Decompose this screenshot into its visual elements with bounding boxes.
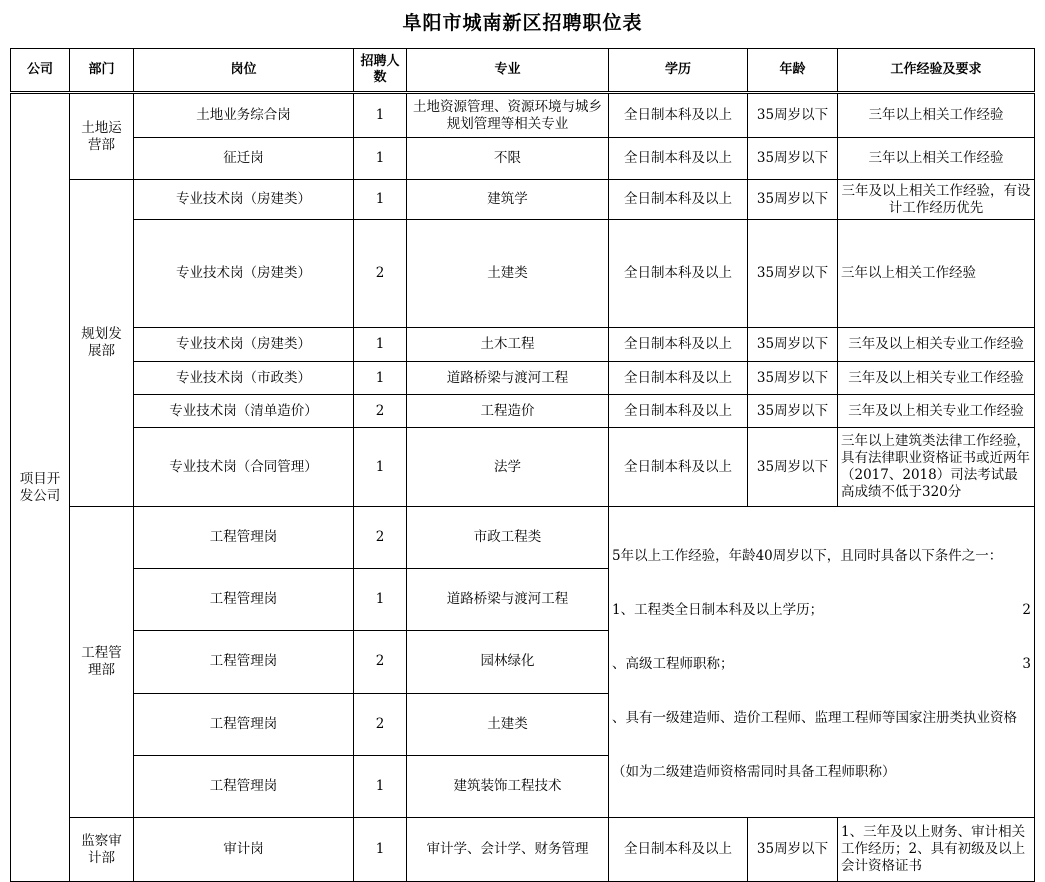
- age-cell: 35周岁以下: [748, 180, 838, 220]
- count-cell: 2: [354, 220, 407, 328]
- position-cell: 工程管理岗: [134, 631, 354, 693]
- count-cell: 1: [354, 138, 407, 180]
- header-experience: 工作经验及要求: [838, 49, 1035, 93]
- position-cell: 工程管理岗: [134, 693, 354, 755]
- count-cell: 2: [354, 693, 407, 755]
- position-cell: 专业技术岗（市政类）: [134, 362, 354, 395]
- requirement-line: [612, 655, 1031, 673]
- header-major: 专业: [407, 49, 609, 93]
- table-row: [11, 818, 1035, 882]
- department-cell-audit: [70, 818, 134, 882]
- experience-cell: 1、三年及以上财务、审计相关工作经历；2、具有初级及以上会计资格证书: [838, 818, 1035, 882]
- position-cell: 专业技术岗（清单造价）: [134, 395, 354, 428]
- age-cell: 35周岁以下: [748, 93, 838, 138]
- major-cell: 不限: [407, 138, 609, 180]
- major-cell: 法学: [407, 428, 609, 507]
- position-cell: 专业技术岗（房建类）: [134, 328, 354, 362]
- education-cell: 全日制本科及以上: [609, 362, 748, 395]
- age-cell: 35周岁以下: [748, 220, 838, 328]
- experience-cell: 三年及以上相关工作经验，有设计工作经历优先: [838, 180, 1035, 220]
- major-cell: 道路桥梁与渡河工程: [407, 362, 609, 395]
- experience-cell: 三年及以上相关专业工作经验: [838, 328, 1035, 362]
- education-cell: 全日制本科及以上: [609, 93, 748, 138]
- count-cell: 1: [354, 818, 407, 882]
- count-cell: 2: [354, 395, 407, 428]
- position-cell: 征迁岗: [134, 138, 354, 180]
- department-land: 土地运营部: [81, 119, 122, 153]
- experience-cell: 三年及以上相关专业工作经验: [838, 395, 1035, 428]
- education-cell: 全日制本科及以上: [609, 138, 748, 180]
- position-cell: 审计岗: [134, 818, 354, 882]
- major-cell: 园林绿化: [407, 631, 609, 693]
- table-row: [11, 138, 1035, 180]
- department-cell-planning: [70, 180, 134, 507]
- table-row: [11, 220, 1035, 328]
- experience-cell: 三年以上建筑类法律工作经验，具有法律职业资格证书或近两年（2017、2018）司法考试最高成绩不低于320分: [838, 428, 1035, 507]
- page-title: 阜阳市城南新区招聘职位表: [402, 12, 643, 34]
- table-row: [11, 362, 1035, 395]
- count-cell: 1: [354, 362, 407, 395]
- position-cell: 工程管理岗: [134, 569, 354, 631]
- count-cell: 1: [354, 755, 407, 817]
- age-cell: 35周岁以下: [748, 328, 838, 362]
- major-cell: 道路桥梁与渡河工程: [407, 569, 609, 631]
- table-row: [11, 180, 1035, 220]
- table-row: [11, 507, 1035, 569]
- position-cell: 工程管理岗: [134, 507, 354, 569]
- requirement-line-tail: 2: [1022, 602, 1031, 618]
- recruitment-table: [10, 48, 1035, 882]
- requirement-line: 5年以上工作经验，年龄40周岁以下，且同时具备以下条件之一：: [612, 548, 1003, 564]
- education-cell: 全日制本科及以上: [609, 428, 748, 507]
- position-cell: 专业技术岗（房建类）: [134, 180, 354, 220]
- experience-cell: 三年以上相关工作经验: [838, 220, 1035, 328]
- education-cell: 全日制本科及以上: [609, 395, 748, 428]
- table-row: [11, 328, 1035, 362]
- age-cell: 35周岁以下: [748, 818, 838, 882]
- company-name: 项目开发公司: [19, 470, 61, 504]
- position-cell: 土地业务综合岗: [134, 93, 354, 138]
- count-cell: 2: [354, 507, 407, 569]
- education-cell: 全日制本科及以上: [609, 818, 748, 882]
- engineering-requirements: [609, 507, 1035, 818]
- requirement-line-text: 1、工程类全日制本科及以上学历；: [612, 602, 824, 618]
- department-cell-land: [70, 93, 134, 180]
- position-cell: 专业技术岗（合同管理）: [134, 428, 354, 507]
- department-cell-engineering: [70, 507, 134, 818]
- position-cell: 专业技术岗（房建类）: [134, 220, 354, 328]
- company-cell: [11, 93, 70, 882]
- header-row: [11, 49, 1035, 93]
- count-cell: 1: [354, 180, 407, 220]
- count-cell: 2: [354, 631, 407, 693]
- major-cell: 市政工程类: [407, 507, 609, 569]
- education-cell: 全日制本科及以上: [609, 328, 748, 362]
- education-cell: 全日制本科及以上: [609, 220, 748, 328]
- count-cell: 1: [354, 428, 407, 507]
- age-cell: 35周岁以下: [748, 138, 838, 180]
- count-cell: 1: [354, 93, 407, 138]
- department-engineering: 工程管理部: [81, 645, 122, 678]
- table-row: [11, 428, 1035, 507]
- major-cell: 土建类: [407, 693, 609, 755]
- major-cell: 土地资源管理、资源环境与城乡规划管理等相关专业: [407, 93, 609, 138]
- department-planning: 规划发展部: [81, 326, 122, 359]
- major-cell: 建筑装饰工程技术: [407, 755, 609, 817]
- major-cell: 工程造价: [407, 395, 609, 428]
- position-cell: 工程管理岗: [134, 755, 354, 817]
- header-age: 年龄: [748, 49, 838, 93]
- major-cell: 建筑学: [407, 180, 609, 220]
- header-position: 岗位: [134, 49, 354, 93]
- requirement-line: （如为二级建造师资格需同时具备工程师职称）: [612, 764, 896, 780]
- requirement-line: 、具有一级建造师、造价工程师、监理工程师等国家注册类执业资格: [612, 710, 1017, 726]
- age-cell: 35周岁以下: [748, 395, 838, 428]
- header-company: 公司: [11, 49, 70, 93]
- requirement-line-text: 、高级工程师职称；: [612, 656, 734, 672]
- table-row: [11, 93, 1035, 138]
- requirement-line-tail: 3: [1022, 656, 1031, 672]
- major-cell: 土建类: [407, 220, 609, 328]
- age-cell: 35周岁以下: [748, 362, 838, 395]
- experience-cell: 三年以上相关工作经验: [838, 138, 1035, 180]
- header-count: 招聘人数: [354, 49, 407, 93]
- department-audit: 监察审计部: [81, 832, 122, 866]
- age-cell: 35周岁以下: [748, 428, 838, 507]
- header-education: 学历: [609, 49, 748, 93]
- experience-cell: 三年以上相关工作经验: [838, 93, 1035, 138]
- experience-cell: 三年及以上相关专业工作经验: [838, 362, 1035, 395]
- requirement-line: [612, 601, 1031, 619]
- major-cell: 审计学、会计学、财务管理: [407, 818, 609, 882]
- header-department: 部门: [70, 49, 134, 93]
- table-row: [11, 395, 1035, 428]
- education-cell: 全日制本科及以上: [609, 180, 748, 220]
- count-cell: 1: [354, 328, 407, 362]
- major-cell: 土木工程: [407, 328, 609, 362]
- count-cell: 1: [354, 569, 407, 631]
